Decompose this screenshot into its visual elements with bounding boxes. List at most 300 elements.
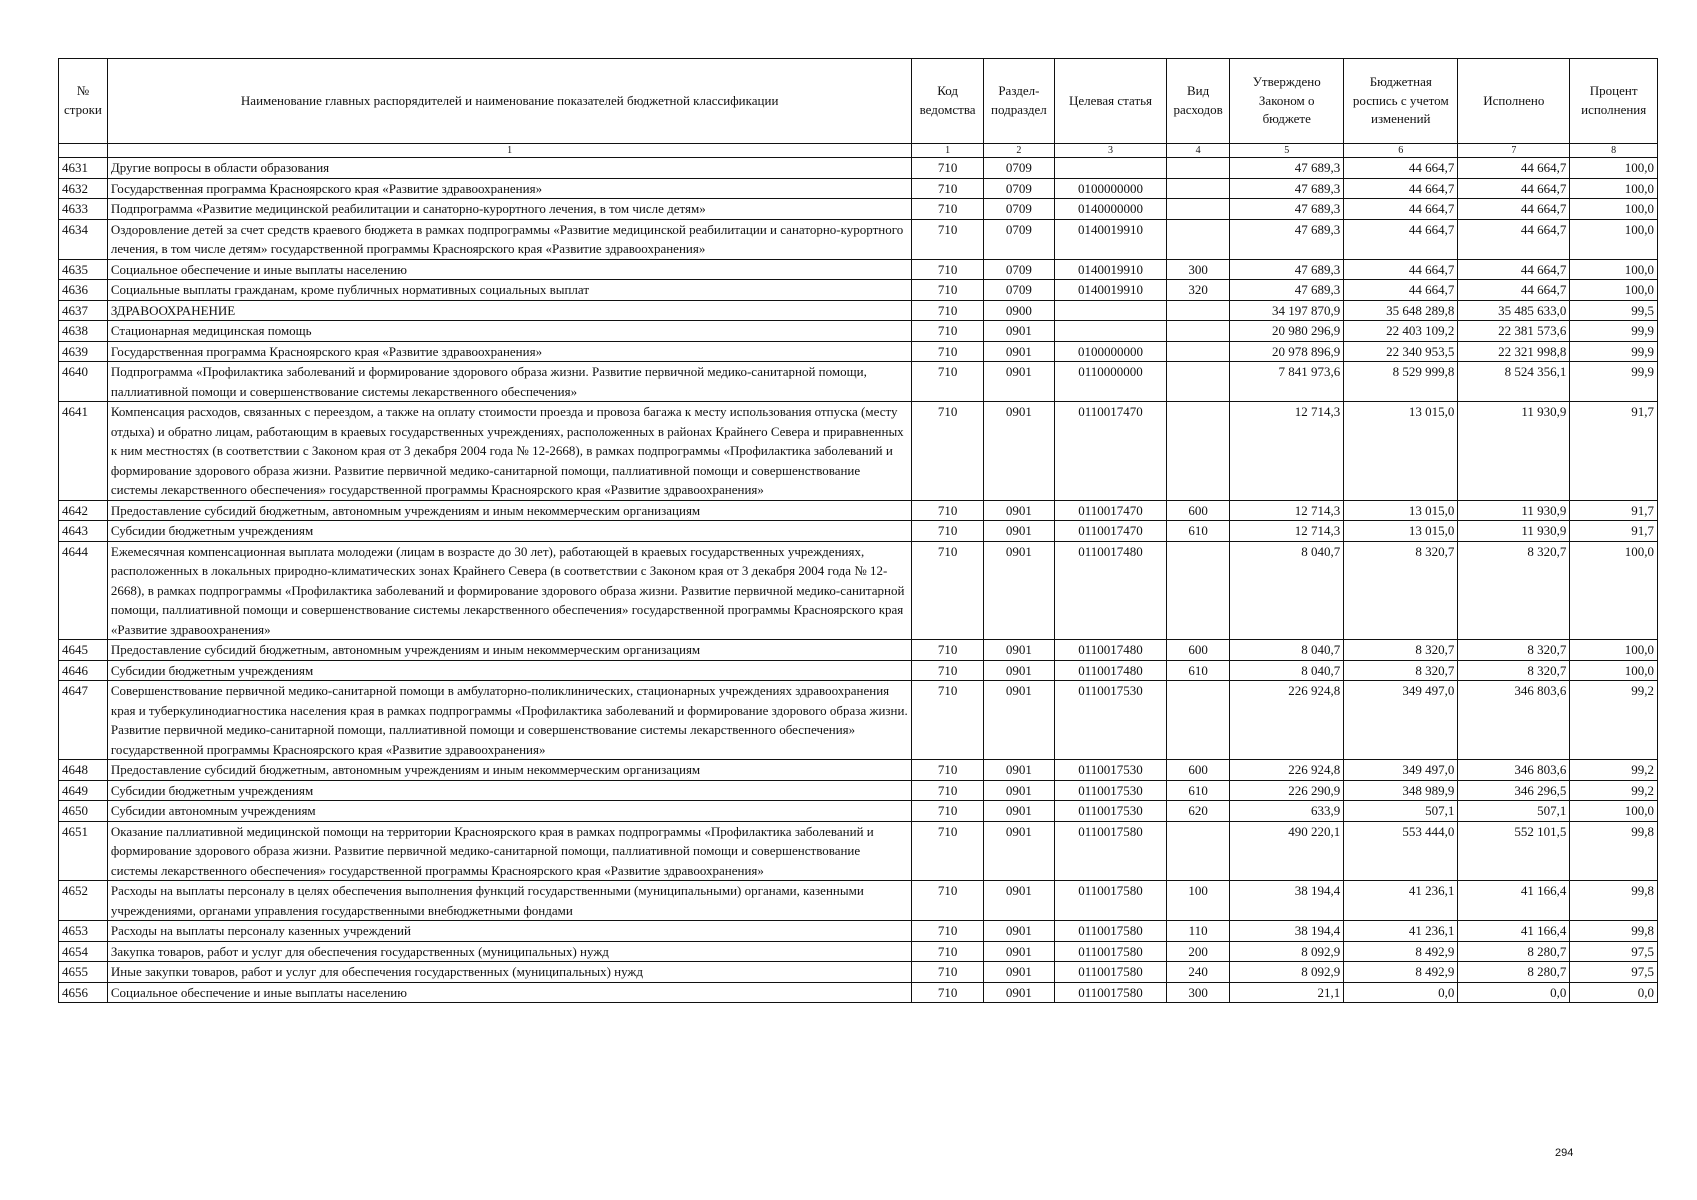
budget-sheet	[58, 58, 1658, 1003]
colnum-8: 7	[1458, 144, 1570, 158]
table-row	[59, 541, 1658, 640]
exp-type-cell	[1167, 321, 1230, 342]
dept-code-cell: 710	[912, 521, 983, 542]
executed-cell: 44 664,7	[1458, 178, 1570, 199]
row-name-cell: Расходы на выплаты персоналу в целях обеспечения выполнения функций государственными (муниципальными) органами, казенными учреждениями, органами управления государственными внебюджетными фондами	[107, 881, 912, 921]
executed-cell: 8 280,7	[1458, 941, 1570, 962]
colnum-2: 1	[912, 144, 983, 158]
column-number-row	[59, 144, 1658, 158]
row-number-cell: 4646	[59, 660, 108, 681]
target-cell: 0110017530	[1055, 780, 1167, 801]
approved-cell: 490 220,1	[1230, 821, 1344, 881]
row-number-cell: 4637	[59, 300, 108, 321]
page-number: 294	[1555, 1147, 1574, 1159]
dept-code-cell: 710	[912, 341, 983, 362]
dept-code-cell: 710	[912, 660, 983, 681]
row-number-cell: 4635	[59, 259, 108, 280]
exp-type-cell: 320	[1167, 280, 1230, 301]
executed-cell: 44 664,7	[1458, 280, 1570, 301]
dept-code-cell: 710	[912, 681, 983, 760]
header-exp-type: Вид расходов	[1167, 59, 1230, 144]
executed-cell: 0,0	[1458, 982, 1570, 1003]
row-number-cell: 4654	[59, 941, 108, 962]
percent-cell: 99,8	[1570, 921, 1658, 942]
percent-cell: 99,9	[1570, 362, 1658, 402]
budget-plan-cell: 44 664,7	[1344, 280, 1458, 301]
row-number-cell: 4652	[59, 881, 108, 921]
colnum-1: 1	[107, 144, 912, 158]
table-row	[59, 521, 1658, 542]
percent-cell: 91,7	[1570, 402, 1658, 501]
row-number-cell: 4648	[59, 760, 108, 781]
percent-cell: 97,5	[1570, 941, 1658, 962]
header-dept-code: Код ведомства	[912, 59, 983, 144]
executed-cell: 8 524 356,1	[1458, 362, 1570, 402]
exp-type-cell	[1167, 541, 1230, 640]
dept-code-cell: 710	[912, 780, 983, 801]
approved-cell: 47 689,3	[1230, 280, 1344, 301]
approved-cell: 20 980 296,9	[1230, 321, 1344, 342]
budget-plan-cell: 44 664,7	[1344, 199, 1458, 220]
table-row	[59, 300, 1658, 321]
exp-type-cell	[1167, 300, 1230, 321]
row-name-cell: Социальные выплаты гражданам, кроме публичных нормативных социальных выплат	[107, 280, 912, 301]
exp-type-cell: 610	[1167, 521, 1230, 542]
executed-cell: 552 101,5	[1458, 821, 1570, 881]
section-cell: 0709	[983, 280, 1054, 301]
dept-code-cell: 710	[912, 640, 983, 661]
dept-code-cell: 710	[912, 362, 983, 402]
section-cell: 0901	[983, 760, 1054, 781]
row-number-cell: 4633	[59, 199, 108, 220]
row-name-cell: Оказание паллиативной медицинской помощи на территории Красноярского края в рамках подпрограммы «Профилактика заболеваний и формирование здорового образа жизни. Развитие первичной медико-санитарной помощи, паллиативной помощи и совершенствование системы лекарственного обеспечения» государственной программы Красноярского края «Развитие здравоохранения»	[107, 821, 912, 881]
section-cell: 0901	[983, 962, 1054, 983]
dept-code-cell: 710	[912, 760, 983, 781]
target-cell	[1055, 158, 1167, 179]
executed-cell: 41 166,4	[1458, 921, 1570, 942]
row-number-cell: 4649	[59, 780, 108, 801]
table-row	[59, 801, 1658, 822]
table-row	[59, 640, 1658, 661]
budget-plan-cell: 507,1	[1344, 801, 1458, 822]
budget-plan-cell: 349 497,0	[1344, 760, 1458, 781]
section-cell: 0901	[983, 341, 1054, 362]
dept-code-cell: 710	[912, 402, 983, 501]
row-name-cell: Компенсация расходов, связанных с переездом, а также на оплату стоимости проезда и провоза багажа к месту использования отпуска (месту отдыха) и обратно лицам, работающим в краевых государственных учреждениях, расположенных в районах Крайнего Севера и приравненных к ним местностях (в соответствии с Законом края от 3 декабря 2004 года № 12-2668), в рамках подпрограммы «Профилактика заболеваний и формирование здорового образа жизни. Развитие первичной медико-санитарной помощи, паллиативной помощи и совершенствование системы лекарственного обеспечения» государственной программы Красноярского края «Развитие здравоохранения»	[107, 402, 912, 501]
row-number-cell: 4638	[59, 321, 108, 342]
target-cell	[1055, 321, 1167, 342]
approved-cell: 8 040,7	[1230, 640, 1344, 661]
section-cell: 0901	[983, 521, 1054, 542]
approved-cell: 226 924,8	[1230, 681, 1344, 760]
exp-type-cell	[1167, 821, 1230, 881]
approved-cell: 226 924,8	[1230, 760, 1344, 781]
row-name-cell: Ежемесячная компенсационная выплата молодежи (лицам в возрасте до 30 лет), работающей в краевых государственных учреждениях, расположенных в локальных природно-климатических зонах Крайнего Севера (в соответствии с Законом края от 3 декабря 2004 года № 12-2668), в рамках подпрограммы «Профилактика заболеваний и формирование здорового образа жизни. Развитие первичной медико-санитарной помощи, паллиативной помощи и совершенствование системы лекарственного обеспечения» государственной программы Красноярского края «Развитие здравоохранения»	[107, 541, 912, 640]
budget-plan-cell: 22 403 109,2	[1344, 321, 1458, 342]
table-row	[59, 158, 1658, 179]
exp-type-cell	[1167, 681, 1230, 760]
approved-cell: 8 040,7	[1230, 660, 1344, 681]
dept-code-cell: 710	[912, 219, 983, 259]
section-cell: 0901	[983, 321, 1054, 342]
section-cell: 0709	[983, 158, 1054, 179]
target-cell: 0140019910	[1055, 259, 1167, 280]
colnum-3: 2	[983, 144, 1054, 158]
row-name-cell: ЗДРАВООХРАНЕНИЕ	[107, 300, 912, 321]
row-name-cell: Государственная программа Красноярского края «Развитие здравоохранения»	[107, 341, 912, 362]
percent-cell: 91,7	[1570, 500, 1658, 521]
table-row	[59, 402, 1658, 501]
percent-cell: 97,5	[1570, 962, 1658, 983]
table-row	[59, 941, 1658, 962]
budget-plan-cell: 41 236,1	[1344, 881, 1458, 921]
exp-type-cell	[1167, 158, 1230, 179]
budget-plan-cell: 13 015,0	[1344, 402, 1458, 501]
table-header-row	[59, 59, 1658, 144]
dept-code-cell: 710	[912, 982, 983, 1003]
row-number-cell: 4631	[59, 158, 108, 179]
budget-plan-cell: 22 340 953,5	[1344, 341, 1458, 362]
executed-cell: 22 321 998,8	[1458, 341, 1570, 362]
percent-cell: 100,0	[1570, 280, 1658, 301]
budget-plan-cell: 553 444,0	[1344, 821, 1458, 881]
percent-cell: 99,2	[1570, 681, 1658, 760]
exp-type-cell: 300	[1167, 259, 1230, 280]
budget-plan-cell: 348 989,9	[1344, 780, 1458, 801]
table-row	[59, 259, 1658, 280]
approved-cell: 21,1	[1230, 982, 1344, 1003]
executed-cell: 44 664,7	[1458, 158, 1570, 179]
budget-plan-cell: 8 492,9	[1344, 941, 1458, 962]
table-row	[59, 178, 1658, 199]
exp-type-cell	[1167, 402, 1230, 501]
row-number-cell: 4656	[59, 982, 108, 1003]
row-name-cell: Субсидии бюджетным учреждениям	[107, 521, 912, 542]
percent-cell: 100,0	[1570, 541, 1658, 640]
table-row	[59, 341, 1658, 362]
row-number-cell: 4655	[59, 962, 108, 983]
budget-plan-cell: 0,0	[1344, 982, 1458, 1003]
percent-cell: 91,7	[1570, 521, 1658, 542]
exp-type-cell: 600	[1167, 640, 1230, 661]
target-cell: 0110017580	[1055, 881, 1167, 921]
row-number-cell: 4650	[59, 801, 108, 822]
section-cell: 0901	[983, 821, 1054, 881]
executed-cell: 35 485 633,0	[1458, 300, 1570, 321]
approved-cell: 20 978 896,9	[1230, 341, 1344, 362]
budget-table	[58, 58, 1658, 1003]
table-row	[59, 660, 1658, 681]
header-target: Целевая статья	[1055, 59, 1167, 144]
row-number-cell: 4636	[59, 280, 108, 301]
row-number-cell: 4634	[59, 219, 108, 259]
target-cell: 0110017470	[1055, 521, 1167, 542]
row-name-cell: Иные закупки товаров, работ и услуг для обеспечения государственных (муниципальных) нужд	[107, 962, 912, 983]
approved-cell: 8 092,9	[1230, 941, 1344, 962]
approved-cell: 8 092,9	[1230, 962, 1344, 983]
colnum-0	[59, 144, 108, 158]
table-row	[59, 760, 1658, 781]
percent-cell: 99,5	[1570, 300, 1658, 321]
target-cell: 0110000000	[1055, 362, 1167, 402]
approved-cell: 633,9	[1230, 801, 1344, 822]
target-cell: 0110017530	[1055, 681, 1167, 760]
row-number-cell: 4641	[59, 402, 108, 501]
target-cell: 0140019910	[1055, 219, 1167, 259]
section-cell: 0901	[983, 402, 1054, 501]
dept-code-cell: 710	[912, 300, 983, 321]
percent-cell: 100,0	[1570, 158, 1658, 179]
section-cell: 0709	[983, 219, 1054, 259]
colnum-6: 5	[1230, 144, 1344, 158]
exp-type-cell: 610	[1167, 780, 1230, 801]
row-name-cell: Субсидии бюджетным учреждениям	[107, 780, 912, 801]
target-cell: 0110017530	[1055, 801, 1167, 822]
section-cell: 0901	[983, 941, 1054, 962]
exp-type-cell: 200	[1167, 941, 1230, 962]
approved-cell: 47 689,3	[1230, 259, 1344, 280]
exp-type-cell: 240	[1167, 962, 1230, 983]
section-cell: 0901	[983, 801, 1054, 822]
budget-plan-cell: 44 664,7	[1344, 178, 1458, 199]
header-percent: Процент исполнения	[1570, 59, 1658, 144]
exp-type-cell: 620	[1167, 801, 1230, 822]
section-cell: 0901	[983, 500, 1054, 521]
colnum-9: 8	[1570, 144, 1658, 158]
approved-cell: 12 714,3	[1230, 500, 1344, 521]
target-cell: 0110017530	[1055, 760, 1167, 781]
executed-cell: 11 930,9	[1458, 402, 1570, 501]
budget-plan-cell: 8 320,7	[1344, 660, 1458, 681]
exp-type-cell	[1167, 362, 1230, 402]
percent-cell: 100,0	[1570, 199, 1658, 220]
dept-code-cell: 710	[912, 178, 983, 199]
table-row	[59, 321, 1658, 342]
executed-cell: 507,1	[1458, 801, 1570, 822]
table-row	[59, 780, 1658, 801]
row-name-cell: Подпрограмма «Профилактика заболеваний и формирование здорового образа жизни. Развитие первичной медико-санитарной помощи, паллиативной помощи и совершенствование системы лекарственного обеспечения»	[107, 362, 912, 402]
colnum-4: 3	[1055, 144, 1167, 158]
row-name-cell: Предоставление субсидий бюджетным, автономным учреждениям и иным некоммерческим организациям	[107, 760, 912, 781]
header-executed: Исполнено	[1458, 59, 1570, 144]
budget-plan-cell: 349 497,0	[1344, 681, 1458, 760]
row-name-cell: Субсидии автономным учреждениям	[107, 801, 912, 822]
section-cell: 0901	[983, 660, 1054, 681]
row-name-cell: Другие вопросы в области образования	[107, 158, 912, 179]
executed-cell: 8 320,7	[1458, 541, 1570, 640]
table-row	[59, 219, 1658, 259]
target-cell: 0140019910	[1055, 280, 1167, 301]
target-cell: 0100000000	[1055, 341, 1167, 362]
exp-type-cell: 610	[1167, 660, 1230, 681]
target-cell: 0110017580	[1055, 962, 1167, 983]
approved-cell: 38 194,4	[1230, 881, 1344, 921]
approved-cell: 38 194,4	[1230, 921, 1344, 942]
budget-plan-cell: 44 664,7	[1344, 158, 1458, 179]
section-cell: 0901	[983, 921, 1054, 942]
exp-type-cell: 100	[1167, 881, 1230, 921]
dept-code-cell: 710	[912, 941, 983, 962]
exp-type-cell	[1167, 219, 1230, 259]
table-row	[59, 881, 1658, 921]
row-number-cell: 4653	[59, 921, 108, 942]
table-row	[59, 982, 1658, 1003]
approved-cell: 7 841 973,6	[1230, 362, 1344, 402]
row-name-cell: Совершенствование первичной медико-санитарной помощи в амбулаторно-поликлинических, стационарных учреждениях здравоохранения края и туберкулинодиагностика населения края в рамках подпрограммы «Профилактика заболеваний и формирование здорового образа жизни. Развитие первичной медико-санитарной помощи, паллиативной помощи и совершенствование системы лекарственного обеспечения» государственной программы Красноярского края «Развитие здравоохранения»	[107, 681, 912, 760]
table-row	[59, 500, 1658, 521]
row-name-cell: Закупка товаров, работ и услуг для обеспечения государственных (муниципальных) нужд	[107, 941, 912, 962]
target-cell: 0110017580	[1055, 982, 1167, 1003]
exp-type-cell	[1167, 178, 1230, 199]
executed-cell: 346 803,6	[1458, 760, 1570, 781]
executed-cell: 22 381 573,6	[1458, 321, 1570, 342]
executed-cell: 44 664,7	[1458, 259, 1570, 280]
approved-cell: 34 197 870,9	[1230, 300, 1344, 321]
percent-cell: 99,2	[1570, 760, 1658, 781]
exp-type-cell: 110	[1167, 921, 1230, 942]
target-cell: 0110017580	[1055, 941, 1167, 962]
section-cell: 0709	[983, 199, 1054, 220]
table-row	[59, 962, 1658, 983]
section-cell: 0709	[983, 178, 1054, 199]
row-number-cell: 4642	[59, 500, 108, 521]
approved-cell: 8 040,7	[1230, 541, 1344, 640]
budget-plan-cell: 8 529 999,8	[1344, 362, 1458, 402]
dept-code-cell: 710	[912, 199, 983, 220]
percent-cell: 100,0	[1570, 801, 1658, 822]
dept-code-cell: 710	[912, 541, 983, 640]
section-cell: 0901	[983, 780, 1054, 801]
dept-code-cell: 710	[912, 962, 983, 983]
dept-code-cell: 710	[912, 280, 983, 301]
executed-cell: 346 803,6	[1458, 681, 1570, 760]
executed-cell: 44 664,7	[1458, 219, 1570, 259]
target-cell: 0140000000	[1055, 199, 1167, 220]
row-number-cell: 4643	[59, 521, 108, 542]
row-name-cell: Стационарная медицинская помощь	[107, 321, 912, 342]
executed-cell: 8 320,7	[1458, 660, 1570, 681]
exp-type-cell	[1167, 341, 1230, 362]
header-name: Наименование главных распорядителей и наименование показателей бюджетной классификации	[107, 59, 912, 144]
target-cell: 0110017470	[1055, 500, 1167, 521]
target-cell: 0100000000	[1055, 178, 1167, 199]
budget-plan-cell: 13 015,0	[1344, 500, 1458, 521]
colnum-5: 4	[1167, 144, 1230, 158]
dept-code-cell: 710	[912, 259, 983, 280]
row-number-cell: 4647	[59, 681, 108, 760]
dept-code-cell: 710	[912, 158, 983, 179]
row-number-cell: 4639	[59, 341, 108, 362]
approved-cell: 226 290,9	[1230, 780, 1344, 801]
table-row	[59, 821, 1658, 881]
exp-type-cell: 600	[1167, 500, 1230, 521]
header-row-no: № строки	[59, 59, 108, 144]
row-name-cell: Подпрограмма «Развитие медицинской реабилитации и санаторно-курортного лечения, в том числе детям»	[107, 199, 912, 220]
dept-code-cell: 710	[912, 801, 983, 822]
percent-cell: 0,0	[1570, 982, 1658, 1003]
budget-plan-cell: 44 664,7	[1344, 219, 1458, 259]
executed-cell: 44 664,7	[1458, 199, 1570, 220]
dept-code-cell: 710	[912, 921, 983, 942]
percent-cell: 99,2	[1570, 780, 1658, 801]
target-cell: 0110017480	[1055, 640, 1167, 661]
section-cell: 0901	[983, 640, 1054, 661]
executed-cell: 11 930,9	[1458, 500, 1570, 521]
section-cell: 0900	[983, 300, 1054, 321]
section-cell: 0901	[983, 362, 1054, 402]
exp-type-cell: 600	[1167, 760, 1230, 781]
budget-plan-cell: 8 320,7	[1344, 541, 1458, 640]
executed-cell: 8 280,7	[1458, 962, 1570, 983]
executed-cell: 8 320,7	[1458, 640, 1570, 661]
percent-cell: 99,9	[1570, 341, 1658, 362]
section-cell: 0709	[983, 259, 1054, 280]
header-approved: Утверждено Законом о бюджете	[1230, 59, 1344, 144]
percent-cell: 100,0	[1570, 259, 1658, 280]
approved-cell: 12 714,3	[1230, 402, 1344, 501]
executed-cell: 11 930,9	[1458, 521, 1570, 542]
percent-cell: 100,0	[1570, 640, 1658, 661]
table-row	[59, 362, 1658, 402]
budget-plan-cell: 44 664,7	[1344, 259, 1458, 280]
row-name-cell: Социальное обеспечение и иные выплаты населению	[107, 982, 912, 1003]
row-number-cell: 4644	[59, 541, 108, 640]
approved-cell: 47 689,3	[1230, 158, 1344, 179]
table-row	[59, 199, 1658, 220]
table-row	[59, 280, 1658, 301]
budget-plan-cell: 35 648 289,8	[1344, 300, 1458, 321]
section-cell: 0901	[983, 681, 1054, 760]
dept-code-cell: 710	[912, 500, 983, 521]
executed-cell: 346 296,5	[1458, 780, 1570, 801]
target-cell: 0110017470	[1055, 402, 1167, 501]
section-cell: 0901	[983, 982, 1054, 1003]
row-name-cell: Социальное обеспечение и иные выплаты населению	[107, 259, 912, 280]
approved-cell: 47 689,3	[1230, 219, 1344, 259]
percent-cell: 100,0	[1570, 660, 1658, 681]
row-name-cell: Государственная программа Красноярского края «Развитие здравоохранения»	[107, 178, 912, 199]
row-name-cell: Субсидии бюджетным учреждениям	[107, 660, 912, 681]
exp-type-cell: 300	[1167, 982, 1230, 1003]
row-name-cell: Расходы на выплаты персоналу казенных учреждений	[107, 921, 912, 942]
row-number-cell: 4632	[59, 178, 108, 199]
dept-code-cell: 710	[912, 881, 983, 921]
approved-cell: 12 714,3	[1230, 521, 1344, 542]
target-cell: 0110017480	[1055, 660, 1167, 681]
target-cell	[1055, 300, 1167, 321]
approved-cell: 47 689,3	[1230, 199, 1344, 220]
table-row	[59, 921, 1658, 942]
row-number-cell: 4651	[59, 821, 108, 881]
budget-plan-cell: 41 236,1	[1344, 921, 1458, 942]
approved-cell: 47 689,3	[1230, 178, 1344, 199]
percent-cell: 100,0	[1570, 178, 1658, 199]
target-cell: 0110017580	[1055, 821, 1167, 881]
colnum-7: 6	[1344, 144, 1458, 158]
dept-code-cell: 710	[912, 321, 983, 342]
percent-cell: 99,8	[1570, 881, 1658, 921]
exp-type-cell	[1167, 199, 1230, 220]
budget-plan-cell: 13 015,0	[1344, 521, 1458, 542]
dept-code-cell: 710	[912, 821, 983, 881]
row-name-cell: Предоставление субсидий бюджетным, автономным учреждениям и иным некоммерческим организациям	[107, 500, 912, 521]
row-number-cell: 4640	[59, 362, 108, 402]
target-cell: 0110017480	[1055, 541, 1167, 640]
header-budget-plan: Бюджетная роспись с учетом изменений	[1344, 59, 1458, 144]
header-section: Раздел-подраздел	[983, 59, 1054, 144]
section-cell: 0901	[983, 881, 1054, 921]
table-body	[59, 158, 1658, 1003]
